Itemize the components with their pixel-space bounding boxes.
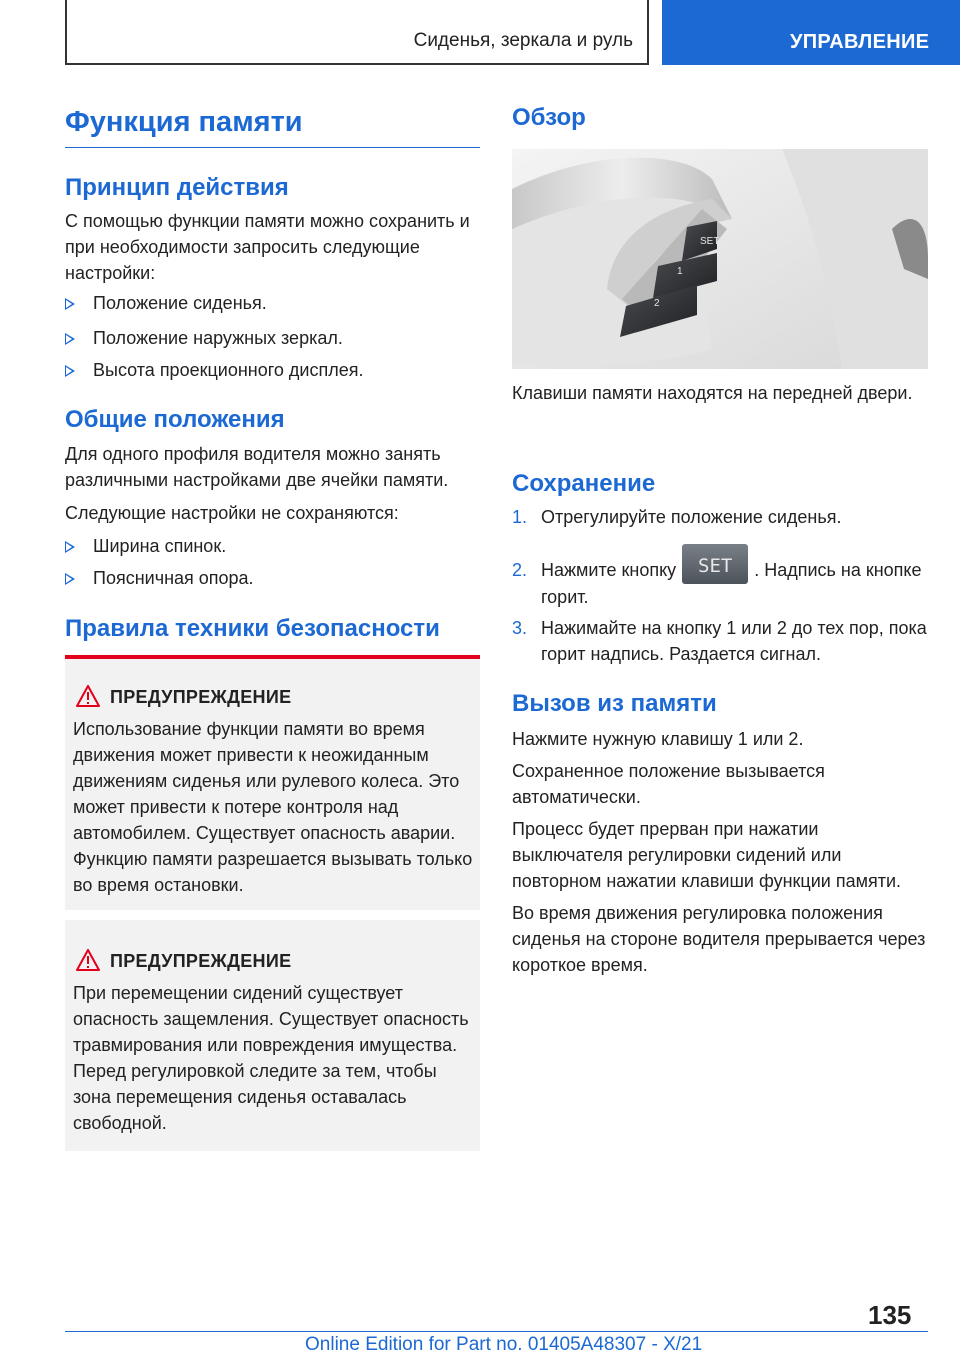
bullet-triangle-icon — [65, 541, 75, 553]
header-chapter-tab[interactable] — [662, 0, 960, 65]
footer-edition[interactable]: Online Edition for Part no. 01405A48307 - X/21 — [305, 1334, 703, 1355]
warning-box — [65, 655, 480, 910]
page-number: 135 — [868, 1300, 912, 1330]
svg-text:1: 1 — [677, 266, 683, 277]
warning-triangle-icon — [75, 948, 101, 972]
svg-text:2: 2 — [654, 298, 660, 309]
header-section-box — [65, 0, 649, 65]
overview-caption: Клавиши памяти находятся на передней двери. — [512, 383, 913, 403]
recall-text-4: Во время движения регулировка положения сиденья на стороне водителя прерывается через короткое время. — [512, 903, 926, 975]
warning-text: При перемещении сидений существует опасность защемления. Существует опасность травмирования или повреждения имущества. Перед регулировкой следите за тем, чтобы зона перемещения сиденья оставалась свободной. — [73, 983, 469, 1133]
overview-heading: Обзор — [512, 104, 586, 131]
bullet-triangle-icon — [65, 298, 75, 310]
page-title: Функция памяти — [65, 106, 303, 138]
general-heading: Общие положения — [65, 406, 285, 433]
header-chapter-title: УПРАВЛЕНИЕ — [790, 31, 930, 53]
bullet-triangle-icon — [65, 365, 75, 377]
svg-text:SET: SET — [700, 236, 720, 247]
warning-text: Использование функции памяти во время движения может привести к неожиданным движениям сиденья или рулевого колеса. Это может привести к потере контроля над автомобилем. Существует опасность аварии. Функцию памяти разрешается вызывать только во время остановки. — [73, 719, 473, 895]
recall-text-1: Нажмите нужную клавишу 1 или 2. — [512, 729, 804, 749]
general-text-2: Следующие настройки не сохраняются: — [65, 503, 399, 523]
header-section-title: Сиденья, зеркала и руль — [413, 30, 633, 51]
safety-heading: Правила техники безопасности — [65, 615, 440, 642]
recall-heading: Вызов из памяти — [512, 690, 717, 717]
principle-heading: Принцип действия — [65, 174, 289, 201]
warning-triangle-icon — [75, 684, 101, 708]
door-panel-illustration — [512, 149, 928, 369]
warning-title: ПРЕДУПРЕЖДЕНИЕ — [110, 951, 292, 971]
title-rule — [65, 147, 480, 148]
door-memory-buttons-photo — [512, 149, 928, 369]
bullet-triangle-icon — [65, 573, 75, 585]
principle-text: С помощью функции памяти можно сохранить и при необходимости запросить следующие настройки: — [65, 211, 470, 283]
recall-text-2: Сохраненное положение вызывается автоматически. — [512, 761, 825, 807]
general-text: Для одного профиля водителя можно занять различными настройками две ячейки памяти. — [65, 444, 449, 490]
warning-box — [65, 920, 480, 1151]
bullet-triangle-icon — [65, 333, 75, 345]
recall-text-3: Процесс будет прерван при нажатии выключателя регулировки сидений или повторном нажатии клавиши функции памяти. — [512, 819, 902, 891]
set-button: SET — [682, 544, 748, 584]
footer-rule — [65, 1331, 928, 1332]
warning-title: ПРЕДУПРЕЖДЕНИЕ — [110, 687, 292, 707]
saving-heading: Сохранение — [512, 470, 656, 497]
